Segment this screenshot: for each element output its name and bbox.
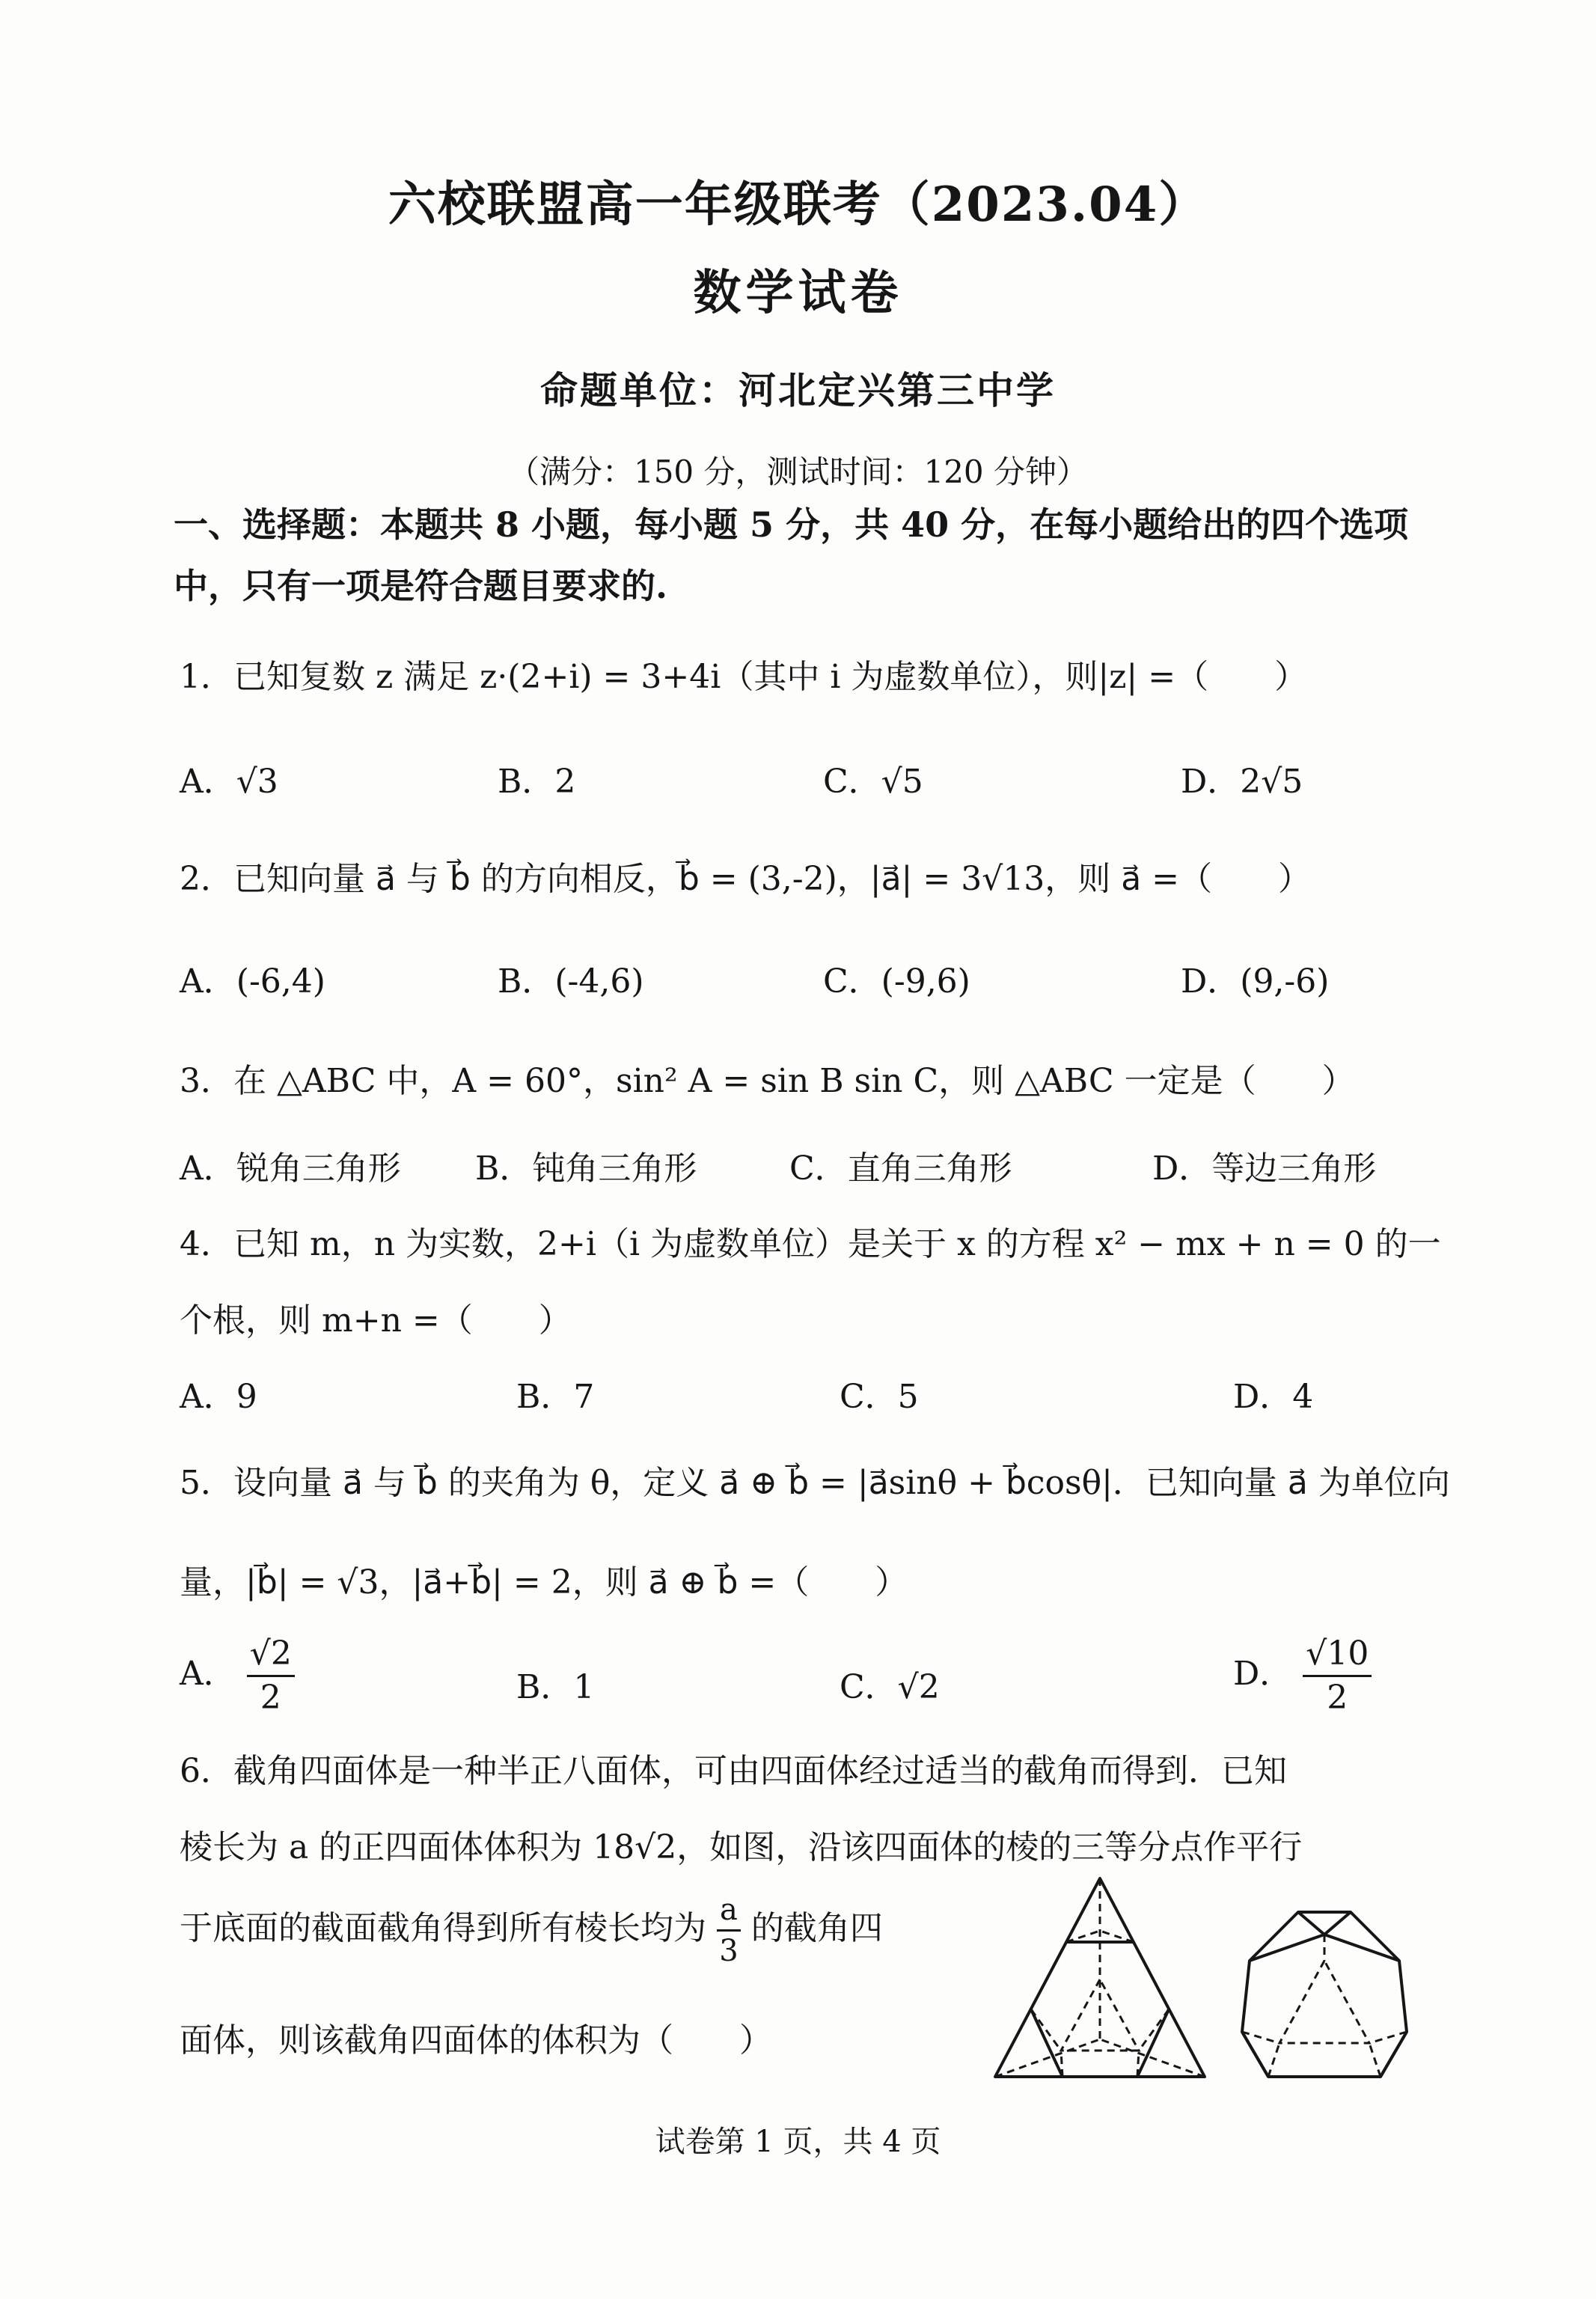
stem-text: 于底面的截面截角得到所有棱长均为 xyxy=(180,1909,706,1947)
question-4-option-b: B．7 xyxy=(516,1378,595,1416)
question-3-option-c: C．直角三角形 xyxy=(789,1150,1012,1188)
fraction-numerator: √2 xyxy=(247,1637,295,1677)
fraction-a-over-3 xyxy=(717,1895,741,1966)
stem-text: 的截角四 xyxy=(750,1909,883,1947)
exam-title: 六校联盟高一年级联考（2023.04） xyxy=(388,177,1208,233)
question-2-option-c: C．(-9,6) xyxy=(823,962,970,1001)
question-4-option-a: A．9 xyxy=(180,1378,257,1416)
question-5-option-a xyxy=(180,1634,295,1717)
fraction-sqrt2-over-2 xyxy=(247,1634,295,1717)
question-4-option-d: D．4 xyxy=(1233,1378,1314,1416)
question-4-stem-line2: 个根，则 m+n =（ ） xyxy=(180,1301,572,1340)
option-label: D． xyxy=(1233,1655,1293,1693)
question-1-stem: 1．已知复数 z 满足 z·(2+i) = 3+4i（其中 i 为虚数单位），则|z| =（ ） xyxy=(180,658,1308,696)
fraction-denominator: 3 xyxy=(719,1934,739,1968)
setter-unit: 命题单位：河北定兴第三中学 xyxy=(540,368,1056,412)
question-1-option-a: A．√3 xyxy=(180,763,278,801)
question-4-stem-line1: 4．已知 m，n 为实数，2+i（i 为虚数单位）是关于 x 的方程 x² − mx + n = 0 的一 xyxy=(180,1225,1441,1263)
question-5-option-d xyxy=(1233,1634,1372,1717)
question-3-option-d: D．等边三角形 xyxy=(1152,1150,1377,1188)
fraction-denominator: 2 xyxy=(260,1679,281,1717)
question-4-option-c: C．5 xyxy=(840,1378,919,1416)
question-2-option-d: D．(9,-6) xyxy=(1181,962,1330,1001)
question-5-option-b: B．1 xyxy=(516,1668,595,1706)
page-footer: 试卷第 1 页，共 4 页 xyxy=(655,2125,941,2159)
question-1-option-c: C．√5 xyxy=(823,763,923,801)
question-5-option-c: C．√2 xyxy=(840,1668,940,1706)
question-1-option-d: D．2√5 xyxy=(1181,763,1303,801)
question-5-stem-line2: 量，|b⃗| = √3，|a⃗+b⃗| = 2，则 a⃗ ⊕ b⃗ =（ ） xyxy=(180,1563,908,1602)
fraction-numerator: √10 xyxy=(1303,1637,1372,1677)
score-info: （满分：150 分，测试时间：120 分钟） xyxy=(507,454,1089,490)
tetrahedron-figure xyxy=(980,1871,1220,2095)
fraction-denominator: 2 xyxy=(1327,1679,1348,1717)
question-6-stem-line2: 棱长为 a 的正四面体体积为 18√2，如图，沿该四面体的棱的三等分点作平行 xyxy=(180,1828,1303,1866)
question-3-stem: 3．在 △ABC 中，A = 60°，sin² A = sin B sin C，则 △ABC 一定是（ ） xyxy=(180,1062,1355,1100)
exam-subtitle: 数学试卷 xyxy=(693,265,903,321)
question-2-option-b: B．(-4,6) xyxy=(498,962,644,1001)
fraction-numerator: a xyxy=(717,1895,741,1932)
question-5-stem-line1: 5．设向量 a⃗ 与 b⃗ 的夹角为 θ，定义 a⃗ ⊕ b⃗ = |a⃗sinθ + b⃗cosθ|．已知向量 a⃗ 为单位向 xyxy=(180,1464,1450,1502)
fraction-sqrt10-over-2 xyxy=(1303,1634,1372,1717)
question-2-option-a: A．(-6,4) xyxy=(180,962,325,1001)
question-3-option-b: B．钝角三角形 xyxy=(475,1150,697,1188)
section-heading: 一、选择题：本题共 8 小题，每小题 5 分，共 40 分，在每小题给出的四个选项中，只有一项是符合题目要求的. xyxy=(174,504,1409,606)
question-1-option-b: B．2 xyxy=(498,763,576,801)
question-6-stem-line3 xyxy=(180,1895,883,1966)
question-6-stem-line1: 6．截角四面体是一种半正八面体，可由四面体经过适当的截角而得到．已知 xyxy=(180,1752,1287,1790)
truncated-tetrahedron-figure xyxy=(1227,1901,1422,2095)
question-3-option-a: A．锐角三角形 xyxy=(180,1150,401,1188)
option-label: A． xyxy=(180,1655,236,1693)
question-2-stem: 2．已知向量 a⃗ 与 b⃗ 的方向相反，b⃗ = (3,-2)，|a⃗| = 3√13，则 a⃗ =（ ） xyxy=(180,860,1312,898)
question-6-stem-line4: 面体，则该截角四面体的体积为（ ） xyxy=(180,2021,772,2060)
